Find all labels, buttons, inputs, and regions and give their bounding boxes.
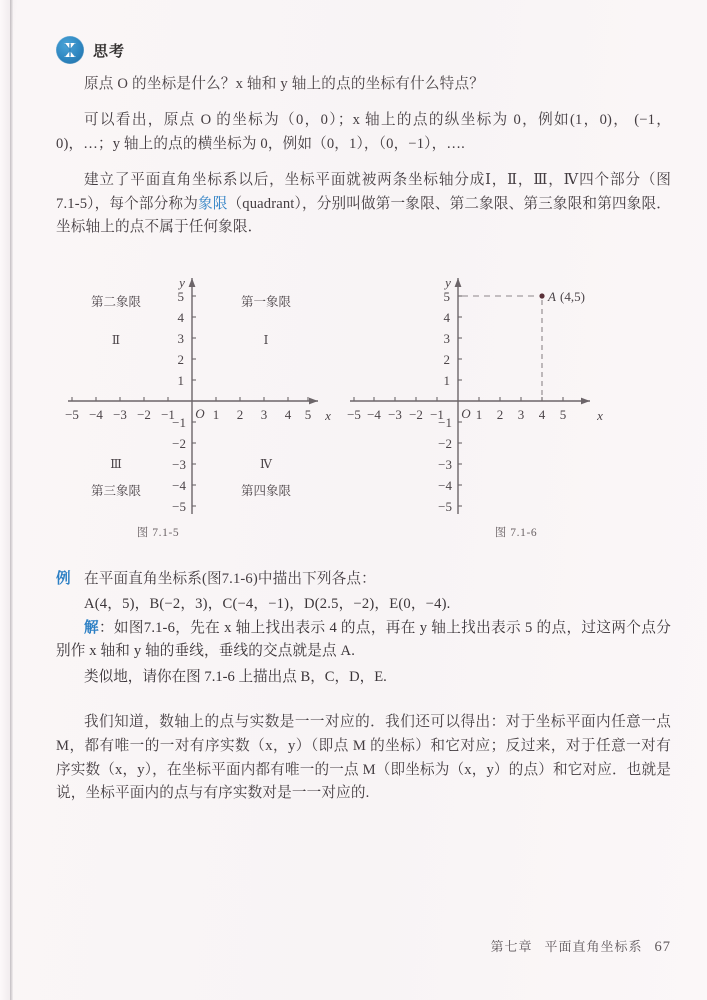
para2-part-b: （quadrant），分别叫做第一象限、第二象限、第三象限和第四象限．坐标轴上的点不属于任何象限． xyxy=(56,195,671,236)
svg-text:−5: −5 xyxy=(65,407,79,423)
para1-line1: 可以看出，原点 O 的坐标为（0，0）；x 轴上的点的纵坐标为 0，例如(1，0)， xyxy=(84,111,630,128)
svg-text:3: 3 xyxy=(260,407,268,423)
paragraph-quadrants xyxy=(56,169,671,240)
svg-text:O: O xyxy=(461,406,471,422)
para2-part-a: 建立了平面直角坐标系以后，坐标平面就被两条坐标轴分成Ⅰ，Ⅱ，Ⅲ，Ⅳ四个部分（图 7.1-5），每个部分称为 xyxy=(56,172,671,212)
svg-text:4: 4 xyxy=(538,407,546,423)
svg-text:−2: −2 xyxy=(172,436,186,452)
example-prompt-row xyxy=(56,568,671,592)
svg-text:−1: −1 xyxy=(438,415,452,431)
svg-text:−3: −3 xyxy=(172,457,186,473)
example-marker: 例 xyxy=(56,571,71,588)
figure-7-1-5 xyxy=(50,256,350,556)
svg-text:第一象限: 第一象限 xyxy=(240,295,292,310)
svg-text:−4: −4 xyxy=(172,478,186,494)
svg-text:2: 2 xyxy=(177,352,184,368)
paragraph-origin-coordinates xyxy=(56,109,671,156)
page-scan-gutter xyxy=(0,0,10,1000)
footer-chapter: 第七章 xyxy=(490,939,533,954)
svg-text:−3: −3 xyxy=(388,407,402,423)
svg-text:y: y xyxy=(445,275,451,291)
example-prompt: 在平面直角坐标系(图7.1-6)中描出下列各点： xyxy=(84,571,376,588)
svg-text:(4,5): (4,5) xyxy=(560,289,585,305)
svg-text:−3: −3 xyxy=(438,457,452,473)
figure-right-caption: 图 7.1-6 xyxy=(494,527,538,540)
svg-text:−1: −1 xyxy=(172,415,186,431)
svg-text:−1: −1 xyxy=(161,407,175,423)
page-footer xyxy=(490,936,671,956)
svg-text:5: 5 xyxy=(443,289,450,305)
para1-line2: (−1，0)，…；y 轴上的点的横坐标为 0，例如（0，1），（0，−1），…. xyxy=(56,111,671,152)
svg-text:−4: −4 xyxy=(438,478,452,494)
svg-text:1: 1 xyxy=(443,373,450,389)
svg-text:Ⅲ: Ⅲ xyxy=(110,457,122,472)
think-question: 原点 O 的坐标是什么？x 轴和 y 轴上的点的坐标有什么特点？ xyxy=(84,76,485,92)
solution-text: ：如图7.1-6，先在 x 轴上找出表示 4 的点，再在 y 轴上找出表示 5 的点，过这两个点分别作 x 轴和 y 轴的垂线，垂线的交点就是点 A. xyxy=(56,619,671,660)
svg-text:第四象限: 第四象限 xyxy=(240,484,292,499)
svg-text:第三象限: 第三象限 xyxy=(90,484,142,499)
figures-row xyxy=(56,256,671,556)
svg-text:Ⅳ: Ⅳ xyxy=(260,457,272,472)
svg-text:−4: −4 xyxy=(89,407,103,423)
svg-text:Ⅱ: Ⅱ xyxy=(111,333,121,348)
page-scan-edge-line xyxy=(10,0,13,1000)
figure-left-caption: 图 7.1-5 xyxy=(136,527,180,540)
page-number: 67 xyxy=(654,939,671,955)
svg-text:−5: −5 xyxy=(438,499,452,515)
svg-text:O: O xyxy=(195,406,205,422)
footer-title: 平面直角坐标系 xyxy=(544,939,643,954)
svg-text:3: 3 xyxy=(443,331,450,347)
svg-text:5: 5 xyxy=(177,289,184,305)
svg-text:5: 5 xyxy=(559,407,567,423)
svg-text:y: y xyxy=(179,275,185,291)
svg-text:−5: −5 xyxy=(172,499,186,515)
svg-text:−3: −3 xyxy=(113,407,127,423)
term-quadrant-highlight: 象限 xyxy=(197,195,228,212)
solution-marker: 解 xyxy=(84,619,99,636)
svg-text:x: x xyxy=(325,408,331,424)
example-solution-row xyxy=(56,617,671,664)
svg-text:1: 1 xyxy=(177,373,184,389)
svg-text:第二象限: 第二象限 xyxy=(90,295,142,310)
svg-text:1: 1 xyxy=(475,407,483,423)
svg-text:A: A xyxy=(548,289,556,305)
svg-text:−4: −4 xyxy=(367,407,381,423)
svg-text:−5: −5 xyxy=(347,407,361,423)
hourglass-circle-icon xyxy=(56,36,84,64)
example-followup: 类似地，请你在图 7.1-6 上描出点 B，C，D，E. xyxy=(84,668,387,685)
page-content xyxy=(56,0,671,806)
svg-text:1: 1 xyxy=(212,407,220,423)
svg-text:2: 2 xyxy=(496,407,504,423)
figure-7-1-6 xyxy=(340,256,640,556)
svg-text:4: 4 xyxy=(443,310,450,326)
think-label: 思考 xyxy=(93,42,126,60)
svg-text:3: 3 xyxy=(177,331,184,347)
svg-text:4: 4 xyxy=(284,407,292,423)
svg-text:3: 3 xyxy=(517,407,525,423)
svg-text:5: 5 xyxy=(304,407,312,423)
paragraph-correspondence: 我们知道，数轴上的点与实数是一一对应的．我们还可以得出：对于坐标平面内任意一点 M，都有唯一的一对有序实数（x，y）（即点 M 的坐标）和它对应；反过来，对于任意一对有序实数（x，y），在坐标平面内都有唯一的一点 M（即坐标为（x，y）的点）和它对应．也就是说，坐标平面内的点与有序实数对是一一对应的. xyxy=(56,714,671,802)
svg-text:−2: −2 xyxy=(409,407,423,423)
example-block xyxy=(56,568,671,689)
example-points-list: A(4，5)，B(−2，3)，C(−4，−1)，D(2.5，−2)，E(0，−4). xyxy=(84,595,451,612)
svg-text:−2: −2 xyxy=(137,407,151,423)
svg-text:−1: −1 xyxy=(430,407,444,423)
svg-text:Ⅰ: Ⅰ xyxy=(263,333,269,348)
think-section-header xyxy=(56,36,671,64)
svg-text:x: x xyxy=(597,408,603,424)
svg-text:−2: −2 xyxy=(438,436,452,452)
svg-text:2: 2 xyxy=(443,352,450,368)
svg-text:4: 4 xyxy=(177,310,184,326)
svg-text:2: 2 xyxy=(236,407,244,423)
